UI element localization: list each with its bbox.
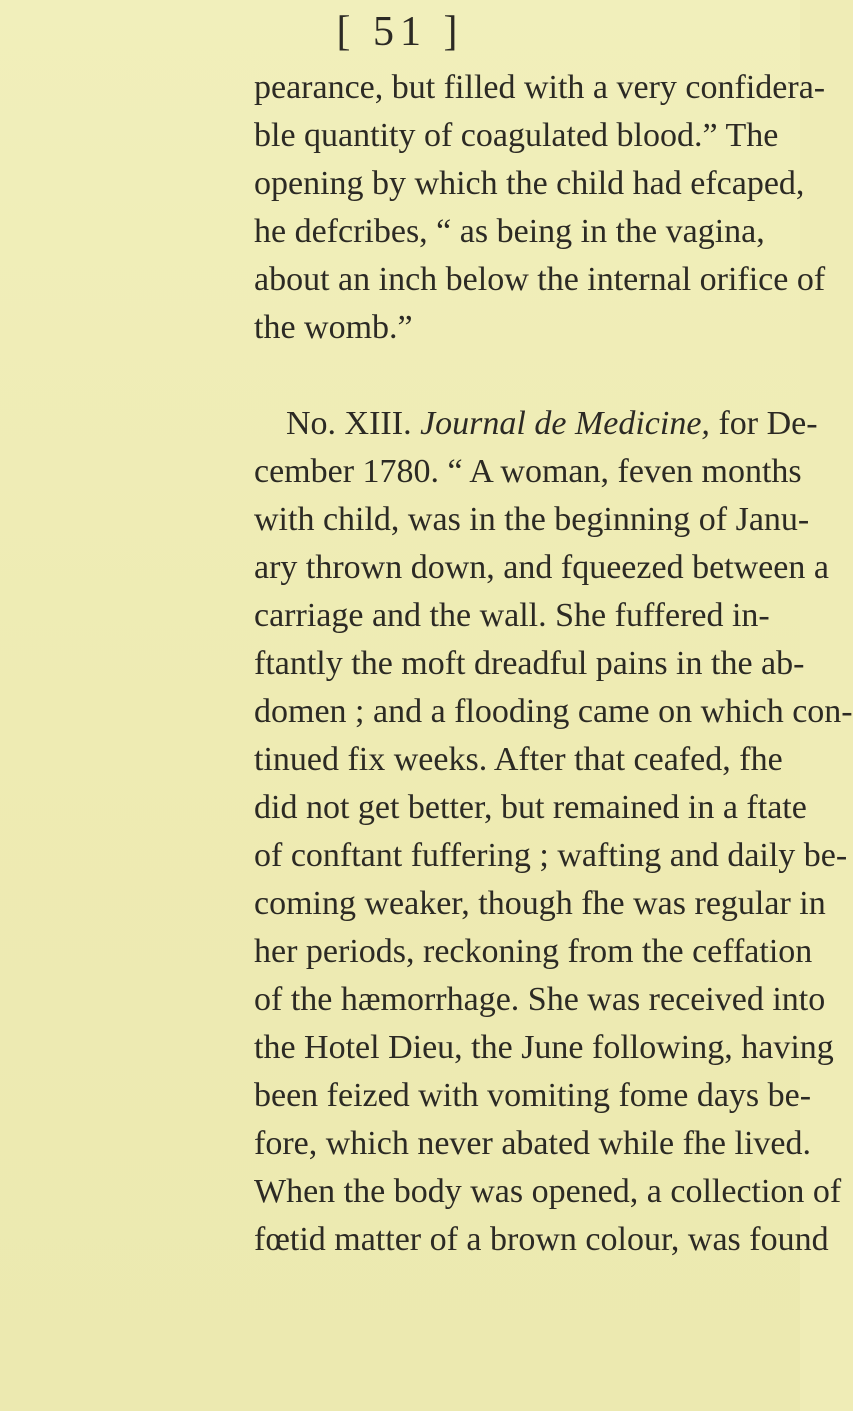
text-line: did not get better, but remained in a ftate xyxy=(254,789,807,826)
text-line: pearance, but filled with a very confidera- xyxy=(254,69,826,106)
text-line: tinued fix weeks. After that ceafed, fhe xyxy=(254,741,783,778)
text-line: domen ; and a flooding came on which con- xyxy=(254,693,853,730)
text-line: fore, which never abated while fhe lived. xyxy=(254,1125,811,1162)
text-line: ble quantity of coagulated blood.” The xyxy=(254,117,779,154)
text-line xyxy=(0,400,818,448)
text-line: about an inch below the internal orifice of xyxy=(254,261,826,298)
text-line: fœtid matter of a brown colour, was found xyxy=(254,1221,829,1258)
text-line: ary thrown down, and fqueezed between a xyxy=(254,549,829,586)
journal-title: Journal de Medicine, xyxy=(420,405,710,442)
line-suffix: for De- xyxy=(709,405,818,442)
text-line: the womb.” xyxy=(254,309,413,346)
page-number: [ 51 ] xyxy=(336,9,464,55)
text-line: cember 1780. “ A woman, feven months xyxy=(254,453,802,490)
text-line: When the body was opened, a collection of xyxy=(254,1173,842,1210)
text-line: her periods, reckoning from the ceffation xyxy=(254,933,813,970)
text-line: opening by which the child had efcaped, xyxy=(254,165,805,202)
text-line: of conftant fuffering ; wafting and daily be- xyxy=(254,837,848,874)
case-number: No. XIII. xyxy=(286,405,421,442)
paragraph-gap xyxy=(0,352,800,400)
text-line: of the hæmorrhage. She was received into xyxy=(254,981,826,1018)
text-line: coming weaker, though fhe was regular in xyxy=(254,885,826,922)
body-text xyxy=(0,64,853,1264)
text-line: ftantly the moft dreadful pains in the ab- xyxy=(254,645,805,682)
text-line: the Hotel Dieu, the June following, having xyxy=(254,1029,834,1066)
text-line: carriage and the wall. She fuffered in- xyxy=(254,597,770,634)
text-line: with child, was in the beginning of Janu- xyxy=(254,501,810,538)
text-line: been feized with vomiting fome days be- xyxy=(254,1077,812,1114)
text-line: he defcribes, “ as being in the vagina, xyxy=(254,213,765,250)
